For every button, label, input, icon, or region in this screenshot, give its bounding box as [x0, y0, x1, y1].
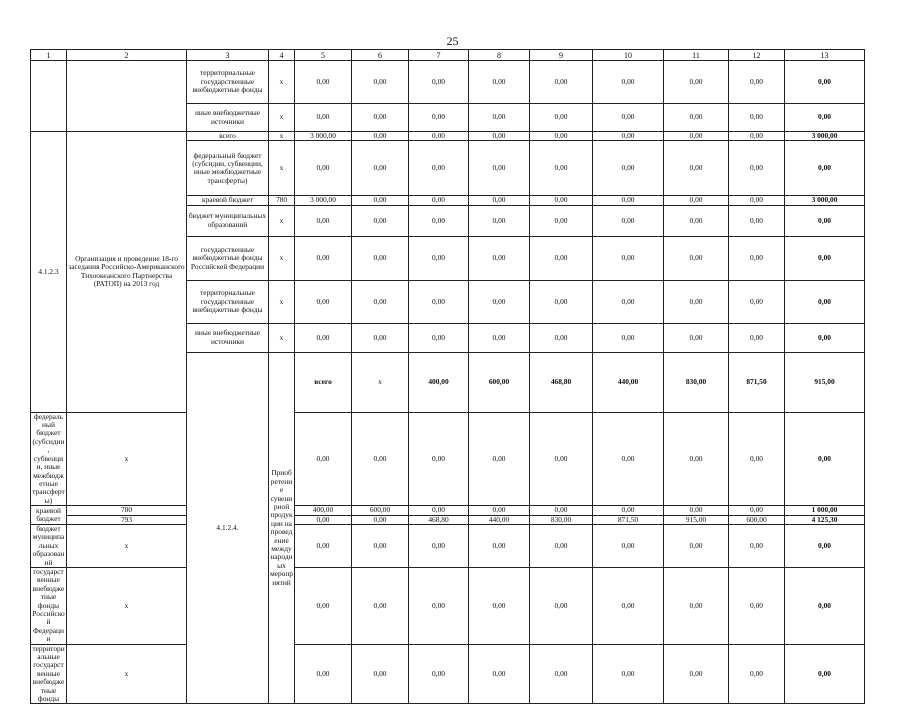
column-number: 9 [530, 50, 593, 61]
table-cell: 0,00 [785, 141, 865, 196]
table-cell: 0,00 [664, 412, 729, 505]
table-cell: x [269, 323, 295, 352]
table-cell: 0,00 [295, 104, 352, 132]
table-cell: 0,00 [593, 104, 664, 132]
table-cell: 0,00 [352, 205, 409, 236]
table-cell: 440,00 [469, 515, 530, 524]
table-cell: 3 000,00 [295, 196, 352, 205]
table-cell: 0,00 [352, 644, 409, 704]
table-cell: всего [187, 132, 269, 141]
table-cell: территориальные государственные внебюджетные фонды [187, 61, 269, 104]
column-number: 2 [67, 50, 187, 61]
table-cell: 0,00 [785, 205, 865, 236]
table-cell: 600,00 [352, 506, 409, 515]
table-cell: 780 [67, 506, 187, 515]
table-cell: 0,00 [729, 61, 785, 104]
table-cell: 0,00 [530, 236, 593, 280]
table-cell: 0,00 [409, 524, 469, 567]
table-cell: 0,00 [664, 567, 729, 644]
table-cell: 0,00 [729, 644, 785, 704]
table-cell: 0,00 [295, 141, 352, 196]
table-cell: 0,00 [785, 412, 865, 505]
table-cell: 0,00 [409, 104, 469, 132]
table-cell: 0,00 [352, 280, 409, 323]
table-cell: 0,00 [409, 506, 469, 515]
table-cell: 0,00 [352, 132, 409, 141]
table-cell: 0,00 [530, 132, 593, 141]
table-cell: 600,00 [469, 352, 530, 412]
table-cell: 0,00 [729, 506, 785, 515]
table-cell: x [67, 524, 187, 567]
table-cell: 0,00 [729, 524, 785, 567]
table-cell: 0,00 [409, 132, 469, 141]
table-cell: 0,00 [352, 412, 409, 505]
table-cell: 0,00 [469, 61, 530, 104]
table-cell: 0,00 [785, 61, 865, 104]
table-row [31, 644, 865, 704]
column-number: 1 [31, 50, 67, 61]
table-cell: 0,00 [409, 61, 469, 104]
table-cell: 0,00 [295, 323, 352, 352]
table-cell: 468,80 [530, 352, 593, 412]
table-cell: 0,00 [664, 524, 729, 567]
table-cell: Организация и проведение 18-го заседания Российско-Американского Тихоокеанского Партнерства (РАТОП) на 2013 год [67, 132, 187, 413]
table-cell: 4.1.2.4. [187, 352, 269, 704]
table-cell: 0,00 [530, 205, 593, 236]
table-cell: краевой бюджет [31, 506, 67, 525]
table-cell: 0,00 [469, 196, 530, 205]
table-cell: 0,00 [469, 205, 530, 236]
table-cell: x [352, 352, 409, 412]
table-cell: 0,00 [295, 412, 352, 505]
page-number: 25 [446, 34, 459, 48]
table-cell: 0,00 [785, 524, 865, 567]
table-cell: 871,50 [729, 352, 785, 412]
table-cell: 3 000,00 [785, 132, 865, 141]
table-cell: 0,00 [664, 280, 729, 323]
column-number: 7 [409, 50, 469, 61]
table-cell: 0,00 [469, 280, 530, 323]
table-row [31, 412, 865, 505]
table-cell: 0,00 [785, 644, 865, 704]
table-cell: 0,00 [352, 236, 409, 280]
table-cell: государственные внебюджетные фонды Российской Федерации [32, 567, 65, 644]
table-cell: 0,00 [530, 412, 593, 505]
table-cell: иные внебюджетные источники [187, 323, 269, 352]
budget-table [30, 49, 865, 704]
table-cell: 0,00 [664, 644, 729, 704]
table-cell: 0,00 [664, 132, 729, 141]
table-cell: 0,00 [785, 323, 865, 352]
table-cell: 0,00 [593, 644, 664, 704]
column-number: 12 [729, 50, 785, 61]
table-cell: 0,00 [785, 567, 865, 644]
table-cell: 3 000,00 [785, 196, 865, 205]
table-cell: 0,00 [664, 236, 729, 280]
table-cell: 0,00 [530, 196, 593, 205]
table-cell: 4 125,30 [785, 515, 865, 524]
table-cell: 0,00 [729, 412, 785, 505]
table-row [31, 524, 865, 567]
table-cell: 0,00 [593, 280, 664, 323]
table-cell: 0,00 [352, 323, 409, 352]
column-number: 4 [269, 50, 295, 61]
table-cell: 0,00 [295, 644, 352, 704]
table-cell: 0,00 [469, 567, 530, 644]
table-cell: 0,00 [530, 104, 593, 132]
table-cell: 830,00 [664, 352, 729, 412]
table-cell: 0,00 [469, 323, 530, 352]
table-cell: 0,00 [593, 196, 664, 205]
table-cell: территориальные государственные внебюджетные фонды [187, 280, 269, 323]
table-cell: бюджет муниципальных образований [31, 524, 67, 567]
table-cell: 0,00 [530, 524, 593, 567]
table-cell: иные внебюджетные источники [187, 104, 269, 132]
table-cell: 0,00 [729, 323, 785, 352]
table-row [31, 567, 865, 644]
column-number: 11 [664, 50, 729, 61]
table-cell: 0,00 [593, 506, 664, 515]
table-cell: 0,00 [530, 567, 593, 644]
table-cell: 0,00 [530, 644, 593, 704]
table-cell: 0,00 [729, 196, 785, 205]
table-cell: 0,00 [729, 104, 785, 132]
table-cell: 0,00 [593, 61, 664, 104]
table-cell: 0,00 [295, 515, 352, 524]
table-cell: 1 000,00 [785, 506, 865, 515]
table-cell: всего [295, 352, 352, 412]
table-cell: 0,00 [593, 567, 664, 644]
table-cell: 0,00 [409, 412, 469, 505]
table-cell: 0,00 [664, 506, 729, 515]
table-cell: 0,00 [295, 236, 352, 280]
table-cell: 0,00 [409, 236, 469, 280]
table-cell: 0,00 [593, 141, 664, 196]
table-cell: x [269, 236, 295, 280]
table-cell: 4.1.2.3 [31, 132, 67, 413]
table-cell: 0,00 [785, 280, 865, 323]
table-cell: 0,00 [593, 524, 664, 567]
table-cell: 400,00 [295, 506, 352, 515]
table-cell: 0,00 [409, 323, 469, 352]
table-cell: 0,00 [409, 567, 469, 644]
table-cell: 0,00 [409, 141, 469, 196]
table-cell: 0,00 [785, 104, 865, 132]
table-cell: 0,00 [593, 205, 664, 236]
table-cell: 871,50 [593, 515, 664, 524]
table-cell: 0,00 [295, 524, 352, 567]
table-row [31, 61, 865, 104]
table-cell: x [269, 280, 295, 323]
table-cell: x [67, 644, 187, 704]
header-row [31, 50, 865, 61]
table-cell: x [269, 205, 295, 236]
column-number: 3 [187, 50, 269, 61]
table-cell: 0,00 [295, 280, 352, 323]
table-cell: x [269, 104, 295, 132]
column-number: 5 [295, 50, 352, 61]
table-cell: 0,00 [729, 236, 785, 280]
table-cell: 0,00 [469, 506, 530, 515]
column-number: 10 [593, 50, 664, 61]
table-cell: 0,00 [469, 644, 530, 704]
table-cell: x [67, 412, 187, 505]
table-cell: 915,00 [785, 352, 865, 412]
table-cell: 0,00 [664, 61, 729, 104]
table-cell: федеральный бюджет (субсидии, субвенции, иные межбюджетные трансферты) [187, 141, 269, 196]
table-cell: 0,00 [593, 236, 664, 280]
table-cell: 0,00 [352, 524, 409, 567]
table-cell: 0,00 [593, 323, 664, 352]
table-cell: 0,00 [409, 196, 469, 205]
table-cell: 3 000,00 [295, 132, 352, 141]
table-cell: 0,00 [295, 567, 352, 644]
table-cell: 0,00 [664, 104, 729, 132]
table-cell: 0,00 [409, 205, 469, 236]
table-cell: 0,00 [729, 141, 785, 196]
table-cell: 915,00 [664, 515, 729, 524]
table-cell: 0,00 [729, 205, 785, 236]
table-cell: 0,00 [352, 567, 409, 644]
table-row [31, 132, 865, 141]
table-cell: территориальные государственные внебюджетные фонды [32, 644, 65, 704]
table-cell: 0,00 [352, 104, 409, 132]
table-cell: 400,00 [409, 352, 469, 412]
table-cell: 0,00 [530, 323, 593, 352]
table-cell: 0,00 [664, 205, 729, 236]
column-number: 6 [352, 50, 409, 61]
table-cell: 0,00 [352, 141, 409, 196]
table-cell: 0,00 [469, 236, 530, 280]
table-cell: 0,00 [469, 141, 530, 196]
table-row [31, 515, 865, 524]
table-cell: 0,00 [469, 132, 530, 141]
table-cell: x [269, 132, 295, 141]
table-cell: 0,00 [729, 132, 785, 141]
table-cell: 0,00 [785, 236, 865, 280]
table-cell: 0,00 [664, 323, 729, 352]
table-cell: краевой бюджет [187, 196, 269, 205]
table-cell: 0,00 [729, 567, 785, 644]
table-cell: 0,00 [469, 524, 530, 567]
table-cell: 0,00 [664, 196, 729, 205]
table-cell: 0,00 [729, 280, 785, 323]
table-cell: 0,00 [530, 506, 593, 515]
table-cell: федеральный бюджет (субсидии, субвенции, иные межбюджетные трансферты) [32, 412, 65, 505]
table-cell: 0,00 [593, 132, 664, 141]
table-cell: x [269, 61, 295, 104]
table-cell: 0,00 [295, 61, 352, 104]
table-row [31, 506, 865, 515]
table-cell: 0,00 [295, 205, 352, 236]
table-cell: 600,00 [729, 515, 785, 524]
column-number: 13 [785, 50, 865, 61]
table-cell: 0,00 [352, 515, 409, 524]
table-cell: x [269, 141, 295, 196]
table-cell: 793 [67, 515, 187, 524]
table-cell: x [67, 567, 187, 644]
table-cell: 0,00 [530, 141, 593, 196]
table-cell: бюджет муниципальных образований [187, 205, 269, 236]
table-cell: 0,00 [469, 412, 530, 505]
table-cell: 0,00 [593, 412, 664, 505]
table-cell: 0,00 [530, 61, 593, 104]
table-cell: 0,00 [530, 280, 593, 323]
table-cell: 0,00 [409, 280, 469, 323]
table-cell: 0,00 [409, 644, 469, 704]
table-cell: 0,00 [352, 61, 409, 104]
table-cell: 468,80 [409, 515, 469, 524]
table-cell: 830,00 [530, 515, 593, 524]
table-cell [67, 61, 187, 132]
table-cell: Приобретение сувенирной продукции на проведение международных мероприятий [269, 352, 295, 704]
column-number: 8 [469, 50, 530, 61]
table-cell: 0,00 [664, 141, 729, 196]
table-cell: 780 [269, 196, 295, 205]
table-cell: 0,00 [469, 104, 530, 132]
table-cell: 0,00 [352, 196, 409, 205]
table-cell: государственные внебюджетные фонды Российской Федерации [187, 236, 269, 280]
table-cell: 440,00 [593, 352, 664, 412]
table-cell [31, 61, 67, 132]
